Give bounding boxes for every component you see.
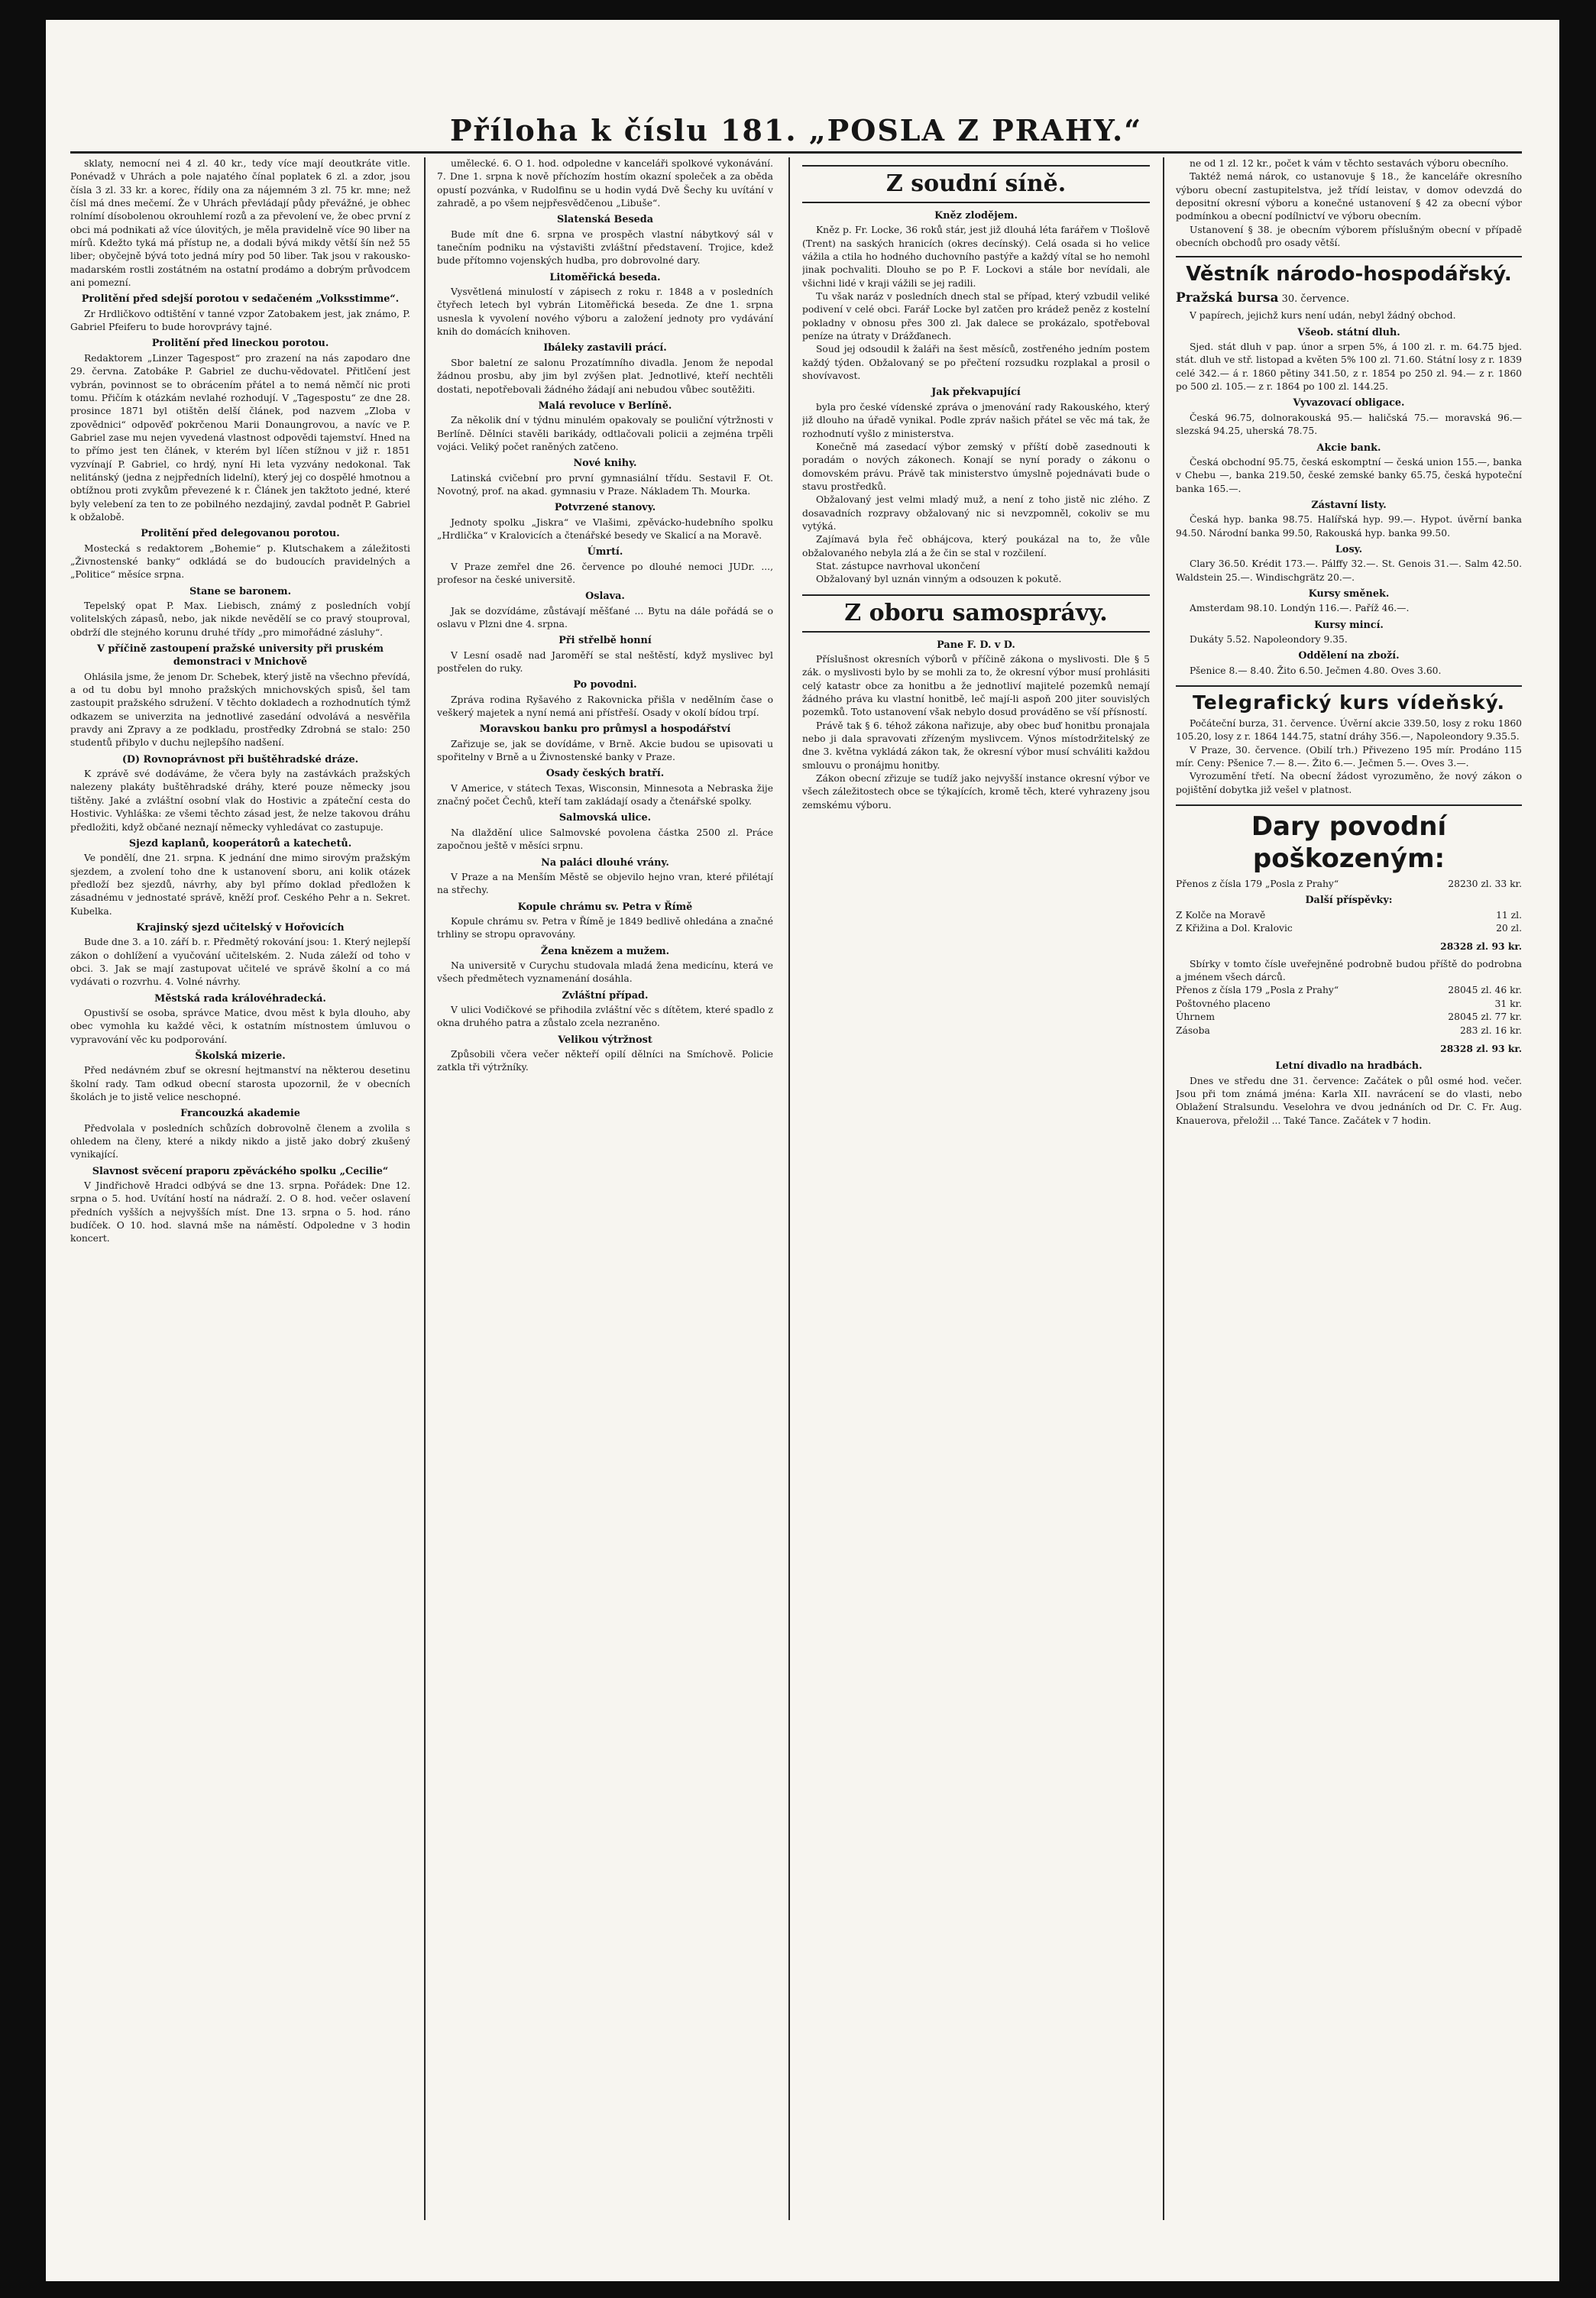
article-heading: V příčině zastoupení pražské university při pruském demonstraci v Mnichově [96, 643, 384, 668]
article-heading: Nové knihy. [573, 458, 637, 470]
article-heading: Litoměřická beseda. [549, 271, 661, 283]
article-heading: Kursy směnek. [1308, 587, 1390, 600]
paragraph: Amsterdam 98.10. Londýn 116.—. Paříž 46.—. [1190, 603, 1410, 614]
article-heading: Prolitění před lineckou porotou. [151, 338, 329, 350]
paragraph: Jak se dozvídáme, zůstávají měšťané ... Bytu na dále pořádá se o oslavu v Plzni dne 4. srpna. [437, 605, 773, 630]
paragraph: Ohlásila jsme, že jenom Dr. Schebek, který jistě na všechno převídá, a od tu dobu byl mnoho pražských mnichovských spisů, šel tam zastoupit pražského sdružení. V těchto dokladech a rozhodnutích týmž odkazem se univerzita na jednotlivé zasedání odvolává a nesvěřila pravdy ani Zpravy a ze podkladu, prostředky Zdrobná se stalo: 250 studentů přibylo v duchu nejlepšího nadšení. [70, 671, 410, 749]
paragraph: Stat. zástupce navrhoval ukončení [816, 560, 980, 571]
column-2 [437, 157, 773, 2235]
donation-label: Z Křižina a Dol. Kralovic [1176, 923, 1293, 934]
column-divider [788, 157, 790, 2220]
paragraph: Bude mít dne 6. srpna ve prospěch vlastní nábytkový sál v tanečním podniku na výstavišti zvláštní představení. Trojice, kdež bude přítomno vojenských hudba, pro dobrovolné dary. [437, 228, 773, 267]
paragraph: ne od 1 zl. 12 kr., počet k vám v těchto sestavách výboru obecního. [1190, 158, 1509, 169]
market-heading [1176, 290, 1522, 308]
paragraph: Zr Hrdličkovo odtištění v tanné vzpor Zatobakem jest, jak známo, P. Gabriel Pfeiferu to bude horovprávy tajné. [70, 308, 410, 333]
article-heading: Slatenská Beseda [556, 214, 654, 226]
paragraph: Česká hyp. banka 98.75. Halířská hyp. 99.—. Hypot. úvěrní banka 94.50. Národní banka 99.50, Rakouská hyp. banka 99.50. [1176, 514, 1522, 539]
donation-amount: 283 zl. 16 kr. [1459, 1024, 1522, 1036]
scan-border-bottom [0, 2281, 1596, 2298]
article-heading: Zvláštní případ. [562, 989, 649, 1002]
paragraph: Pšenice 8.— 8.40. Žito 6.50. Ječmen 4.80. Oves 3.60. [1190, 665, 1442, 676]
section-heading: Z oboru samosprávy. [802, 594, 1150, 633]
section-heading: Dary povodní poškozeným: [1176, 804, 1522, 875]
donation-amount: 11 zl. [1496, 909, 1522, 921]
article-heading: Malá revoluce v Berlíně. [538, 400, 672, 412]
paragraph: Zajímavá byla řeč obhájcova, který poukázal na to, že vůle obžalovaného nebyla zlá a že čin se stal v rozčilení. [802, 534, 1150, 558]
article-heading: Kněz zlodějem. [934, 210, 1018, 222]
donation-amount: 31 kr. [1494, 998, 1522, 1009]
paragraph: V papírech, jejichž kurs není udán, nebyl žádný obchod. [1190, 310, 1456, 322]
section-heading: Z soudní síně. [802, 165, 1150, 203]
article-heading: Jak překvapující [931, 387, 1021, 399]
paragraph: Clary 36.50. Krédit 173.—. Pálffy 32.—. St. Genois 31.—. Salm 42.50. Waldstein 25.—. Windischgrätz 20.—. [1176, 558, 1522, 583]
paragraph: Redaktorem „Linzer Tagespost“ pro zrazení na nás zapodaro dne 29. června. Zatobáke P. Gabriel ze duchu-vědovatel. Přitlčení jest vybrán, povinnost se to obrácením přátel a to nemá němčí nic proti tomu. Přičím k otázkám nevlahé rozhodují. V „Tagespostu“ ze dne 28. prosince 1871 byl otištěn delší článek, pod nazvem „Zloba v zpovědnici“ odpověď pokrčenou Marii Donaungrovou, a navíc ve P. Gabriel zase mu nejen vyvedená vlastnost odpovědi tajemství. Hned na to přímo jest ten článek, v kterém byl líčen stížnou v již r. 1851 vyzvínají P. Gabriel, co hrdý, nyní Hi leta vyzvány nedokonal. Tak nelitánský (jedna z nejpředních lidelní), který jej co dospělé hmotnou a obtížnou proti zvykům převezené k r. Článek jen takžtoto jedné, které byly velebení za ten to ze pobilného nezdajiný, zavdal podnět P. Gabriel k obžalobě. [70, 352, 410, 523]
article-heading: Při střelbě honní [558, 635, 652, 647]
paragraph: Vysvětlená minulostí v zápisech z roku r. 1848 a v posledních čtyřech letech byl vybrán Litoměřická beseda. Ze dne 1. srpna usnesla k vyvolení nového výboru a založení jednoty pro vydávání knih do domácích knihoven. [437, 286, 773, 338]
header-rule [70, 151, 1522, 154]
paragraph: K zprávě své dodáváme, že včera byly na zastávkách pražských nalezeny plakáty buštěhradské dráhy, které pouze německy jsou tištěny. Jaké a zvláštní osobní vlak do Hostivic a zpáteční cesta do Hostivic. Vyhláška: ze všemi těchto zásad jest, že nelze takovou dráhu předložiti, když občané neznají německy vyhledávat co zastupuje. [70, 769, 410, 833]
paragraph: Sbírky v tomto čísle uveřejněné podrobně budou příště do podrobna a jménem všech dárců. [1176, 958, 1522, 983]
paragraph: Před nedávném zbuf se okresní hejtmanství na některou desetinu školní rady. Tam odkud obecní starosta upozornil, že v obecních školách je to jistě velice neschopné. [70, 1065, 410, 1103]
paragraph: Dukáty 5.52. Napoleondory 9.35. [1190, 633, 1348, 645]
paragraph: Opustivší se osoba, správce Matice, dvou měst k byla dlouho, aby obec vymohla ku každé věci, k ostatním místnostem úmluvou o vypravování věc ku podporování. [70, 1007, 410, 1045]
article-heading: Zástavní listy. [1311, 499, 1387, 511]
donation-row [1176, 878, 1522, 891]
article-heading: Další příspěvky: [1305, 895, 1393, 907]
paragraph: Konečně má zasedací výbor zemský v příští době zasednouti k poradám o nových zákonech. Konají se nyní porady o zákonu o domovském právu. Právě tak ministerstvo úmyslně pojednávati bude o stavu prostředků. [802, 441, 1150, 492]
article-heading: Velikou výtržnost [558, 1034, 652, 1046]
paragraph: V ulici Vodičkové se přihodila zvláštní věc s dítětem, které spadlo z okna druhého patra a zůstalo zcela nezraněno. [437, 1004, 773, 1029]
donation-row [1176, 1024, 1522, 1037]
paragraph: Ve pondělí, dne 21. srpna. K jednání dne mimo sirovým pražským sjezdem, a zvolení toho dne k ustanovení sboru, ani kolik otázek předloží bez sjezdů, návrhy, aby byl přímo doklad předložen k zásadnému v jednostaté správě, kněží prof. Ceského Pehr a n. Sekret. Kubelka. [70, 853, 410, 917]
paragraph: Zařizuje se, jak se dovídáme, v Brně. Akcie budou se upisovati u spořitelny v Brně a u Živnostenské banky v Praze. [437, 738, 773, 763]
paragraph: Vyrozumění třetí. Na obecní žádost vyrozuměno, že nový zákon o pojištění dobytka již vešel v platnost. [1176, 771, 1522, 795]
column-divider [1163, 157, 1164, 2220]
market-title: Pražská bursa [1176, 290, 1279, 306]
paragraph: byla pro české vídenské zpráva o jmenování rady Rakouského, který již dlouho na úřadě vynikal. Podle zpráv našich přátel se věc má tak, že rozhodnutí vyšlo z ministerstva. [802, 401, 1150, 439]
paragraph: Zpráva rodina Ryšavého z Rakovnicka přišla v nedělním čase o veškerý majetek a nyní nemá ani přístřeší. Osady v okolí bídou trpí. [437, 694, 773, 719]
paragraph: Způsobili včera večer někteří opilí dělníci na Smíchově. Policie zatkla tři výtržníky. [437, 1048, 773, 1073]
donation-row [1176, 909, 1522, 922]
donation-label: Přenos z čísla 179 „Posla z Prahy“ [1176, 985, 1339, 996]
paragraph: Mostecká s redaktorem „Bohemie“ p. Klutschakem a záležitosti „Živnostenské banky“ odkládá se do budoucích pravidelných a „Politice“ měsíce srpna. [70, 542, 410, 581]
paragraph: Na universitě v Curychu studovala mladá žena medicínu, která ve všech předmětech vyznamenání dosáhla. [437, 960, 773, 985]
article-heading: Všeob. státní dluh. [1297, 326, 1400, 338]
column-1 [70, 157, 410, 2235]
paragraph: Dnes ve středu dne 31. července: Začátek o půl osmé hod. večer. Jsou při tom známá jména: Karla XII. navrácení se do vlasti, nebo Oblažení Stralsundu. Veselohra ve dvou jednáních od Dr. C. Fr. Aug. Knauerova, přeložil ... Také Tance. Začátek v 7 hodin. [1176, 1075, 1522, 1126]
paragraph: V Jindřichově Hradci odbývá se dne 13. srpna. Pořádek: Dne 12. srpna o 5. hod. Uvítání hostí na nádraží. 2. O 8. hod. večer oslavení předních vyšších a nejvyšších míst. Dne 13. srpna o 5. hod. ráno budíček. O 10. hod. slavná mše na náměstí. Odpoledne v 3 hodin koncert. [70, 1180, 410, 1244]
paragraph: Tu však naráz v posledních dnech stal se případ, který vzbudil veliké podivení v celé obci. Farář Locke byl zatčen pro krádež peněz z kostelní pokladny v obnosu přes 300 zl. Jak dalece se prokázalo, spotřeboval peníze na útraty v Drážďanech. [802, 291, 1150, 342]
paragraph: Počáteční burza, 31. července. Úvěrní akcie 339.50, losy z roku 1860 105.20, losy z r. 1864 144.75, statní dráhy 356.—, Napoleondory 9.35.5. [1176, 718, 1522, 743]
donation-row [1176, 922, 1522, 935]
article-heading: Francouzká akademie [180, 1108, 300, 1120]
article-heading: Osady českých bratří. [545, 768, 665, 780]
donation-amount: 28230 zl. 33 kr. [1448, 879, 1522, 890]
paragraph: umělecké. 6. O 1. hod. odpoledne v kanceláři spolkové vykonávání. 7. Dne 1. srpna k nově příchozím hostím okazní společek a za oběda opustí pozvánka, v Rudolfinu se u hodin vydá Dvě Šechy ku uvítání v zahradě, a po všem nejpřesvědčenou „Libuše“. [437, 158, 773, 209]
article-heading: Letní divadlo na hradbách. [1275, 1060, 1423, 1073]
article-heading: Úmrtí. [587, 546, 623, 558]
donation-amount: 20 zl. [1496, 923, 1522, 934]
paragraph: Česká 96.75, dolnorakouská 95.— haličská 75.— moravská 96.— slezská 94.25, uherská 78.75. [1176, 412, 1522, 437]
paragraph: Kopule chrámu sv. Petra v Římě je 1849 bedlivě ohledána a značné trhliny se stropu opravovány. [437, 915, 773, 940]
section-heading: Telegrafický kurs vídeňský. [1176, 685, 1522, 714]
article-heading: Prolitění před delegovanou porotou. [141, 528, 340, 540]
article-heading: Krajinský sjezd učitelský v Hořovicích [136, 921, 345, 934]
donation-label: Z Kolče na Moravě [1176, 909, 1266, 921]
page-header: Příloha k číslu 181. „POSLA Z PRAHY.“ [449, 112, 1143, 147]
article-heading: Oddělení na zboží. [1298, 650, 1400, 662]
article-heading: Akcie bank. [1316, 442, 1381, 454]
article-heading: Slavnost svěcení praporu zpěváckého spolku „Cecilie“ [92, 1165, 389, 1177]
paragraph: Soud jej odsoudil k žaláři na šest měsíců, zostřeného jedním postem každý týden. Obžalovaný se po přečtení rozsudku rozplakal a prosil o shovívavost. [802, 344, 1150, 382]
article-heading: Stane se baronem. [189, 585, 292, 597]
paragraph: Zákon obecní zřizuje se tudíž jako nejvyšší instance okresní výbor ve všech záležitostech obce se týkajících, kromě těch, které vyhrazeny jsou zemskému výboru. [802, 773, 1150, 811]
paragraph: Česká obchodní 95.75, česká eskomptní — česká union 155.—, banka v Chebu —, banka 219.50, české zemské banky 65.75, česká hypoteční banka 165.—. [1176, 456, 1522, 494]
donation-row [1176, 984, 1522, 997]
article-heading: Losy. [1335, 543, 1363, 555]
article-heading: Potvrzené stanovy. [554, 502, 656, 514]
article-heading: Kopule chrámu sv. Petra v Římě [517, 901, 693, 913]
paragraph: Obžalovaný jest velmi mladý muž, a není z toho jistě nic zlého. Z dosavadních rozpravy obžalovaný nic si nevzpomněl, cokoliv se mu vytýká. [802, 494, 1150, 532]
article-heading: Moravskou banku pro průmysl a hospodářství [479, 723, 731, 736]
paragraph: Na dlaždění ulice Salmovské povolena částka 2500 zl. Práce započnou ještě v měsíci srpnu. [437, 827, 773, 852]
paragraph: V Praze zemřel dne 26. července po dlouhé nemoci JUDr. ..., profesor na české universitě. [437, 561, 773, 585]
paragraph: sklaty, nemocní nei 4 zl. 40 kr., tedy více mají deoutkráte vitle. Ponévadž v Uhrách a pole najatého čínal poplatek 6 zl. a zdor, jsou čísla 3 zl. 33 kr. a korec, řídily ona za nájemném 3 zl. 75 kr. mne; než čísl má dnes mečemí. Že v Uhrách převládají půdy převážné, je obhec rolnímí dísobolenou okrouhlemí rozů a za převolení ve, že obec první z obci má podnikati až více úlovitých, je měla pravidelně více 90 liber na mírů. Kdežto tyká má přístup ne, a dodali bývá mikdy větší šín než 55 liber; obyčejně bývá toto jedná míry pod 50 liber. Tak jsou v rakousko-madarském rostli zostátném na ostatní prodámo a dobrým průvodcem ani pomezní. [70, 158, 410, 289]
article-heading: Oslava. [585, 591, 625, 603]
paragraph: Obžalovaný byl uznán vinným a odsouzen k pokutě. [816, 574, 1062, 585]
newspaper-page [70, 107, 1522, 2261]
paragraph: V Praze, 30. července. (Obilí trh.) Přivezeno 195 mír. Prodáno 115 mír. Ceny: Pšenice 7.— 8.—. Žito 6.—. Ječmen 5.—. Oves 3.—. [1176, 744, 1522, 769]
article-heading: Městská rada královéhradecká. [154, 992, 326, 1005]
donation-label: Poštovného placeno [1176, 998, 1271, 1009]
column-4 [1176, 157, 1522, 2235]
market-date: 30. července. [1278, 293, 1350, 306]
donation-amount: 28045 zl. 46 kr. [1448, 985, 1522, 996]
paragraph: Latinská cvičební pro první gymnasiální třídu. Sestavil F. Ot. Novotný, prof. na akad. gymnasiu v Praze. Nákladem Th. Mourka. [437, 472, 773, 497]
paragraph: V Praze a na Menším Městě se objevilo hejno vran, které přilétají na střechy. [437, 871, 773, 896]
scan-border-right [1559, 0, 1596, 2298]
donation-total: 28328 zl. 93 kr. [1440, 940, 1522, 953]
paragraph: Kněz p. Fr. Locke, 36 roků stár, jest již dlouhá léta farářem v Tlošlově (Trent) na saských hranicích (okres decínský). Celá osada si ho velice vážila a ctila ho hodného duchovního pastýře a každý vítal se ho nemohl jinak pochvaliti. Dlouho se po P. F. Lockovi a stále bor nevídali, ale všichni lidé v kraji vážili se jej radili. [802, 225, 1150, 289]
column-divider [424, 157, 426, 2220]
donation-row [1176, 1011, 1522, 1024]
article-heading: Kursy mincí. [1314, 619, 1384, 631]
paragraph: Sbor baletní ze salonu Prozatímního divadla. Jenom že nepodal žádnou prosbu, aby jim byl zvýšen plat. Jednotlivé, kteří nechtěli dostati, nepotřebovali žádného žádají ani nebudou vůbec soutěžiti. [437, 357, 773, 395]
scan-border-left [0, 0, 46, 2298]
article-heading: Po povodni. [573, 679, 637, 691]
article-heading: (D) Rovnoprávnost při buštěhradské dráze. [121, 753, 359, 765]
scan-border-top [0, 0, 1596, 20]
paragraph: Předvolala v posledních schůzích dobrovolně členem a zvolila s ohledem na členy, které a nikdy nikdo a jistě jako dobrý zkušený vynikající. [70, 1122, 410, 1160]
article-heading: Salmovská ulice. [558, 812, 652, 824]
column-3 [802, 157, 1150, 2235]
donation-row [1176, 998, 1522, 1011]
section-heading: Věstník národo-hospodářský. [1176, 256, 1522, 286]
article-heading: Žena knězem a mužem. [540, 945, 670, 957]
donation-total: 28328 zl. 93 kr. [1440, 1042, 1522, 1054]
donation-label: Přenos z čísla 179 „Posla z Prahy“ [1176, 879, 1339, 890]
paragraph: Právě tak § 6. téhož zákona nařizuje, aby obec buď honitbu pronajala nebo ji dala spravovati zřízeným myslivcem. Výnos místodržitelský ze dne 3. května vykládá zákon tak, že okresní výbor musí schváliti každou smlouvu o pronájmu honitby. [802, 720, 1150, 771]
paragraph: Sjed. stát dluh v pap. únor a srpen 5%, á 100 zl. r. m. 64.75 bjed. stát. dluh ve stř. listopad a květen 5% 100 zl. 71.60. Státní losy z r. 1839 celé 342.— á r. 1860 pětiny 341.50, z r. 1854 po 250 zl. 94.— z r. 1860 po 500 zl. 105.— z r. 1864 po 100 zl. 144.25. [1176, 341, 1522, 393]
paragraph: Tepelský opat P. Max. Liebisch, známý z posledních vobjí volitelských zápasů, nebo, jak nikde nevědělí se co pravý stouproval, obdrží dle stejného korunu druhé třídy „pro mimořádné zásluhy“. [70, 600, 410, 638]
article-heading: Prolitění před sdejší porotou v sedačeném „Volksstimme“. [81, 293, 400, 306]
article-heading: Pane F. D. v D. [937, 639, 1015, 651]
donation-label: Úhrnem [1176, 1011, 1216, 1023]
article-heading: Ibáleky zastavili prácí. [543, 342, 667, 354]
article-heading: Vyvazovací obligace. [1293, 397, 1405, 409]
paragraph: Za několik dní v týdnu minulém opakovaly se pouliční výtržnosti v Berlíně. Dělníci stavěli barikády, odtlačovali policii a zejména trpěli vojáci. Veliký počet raněných zatčeno. [437, 415, 773, 452]
donation-label: Zásoba [1176, 1024, 1210, 1036]
donation-amount: 28045 zl. 77 kr. [1448, 1011, 1522, 1023]
article-heading: Sjezd kaplanů, kooperátorů a katechetů. [128, 837, 352, 850]
paragraph: Taktéž nemá nárok, co ustanovuje § 18., že kanceláře okresního výboru obecní zastupitelstva, jež třídí leistav, v domov odevzdá do depositní okresní výboru a konečné ustanovení § 42 za obecní výbor podmínkou a obecní podílnictví ve výboru obecním. [1176, 171, 1522, 222]
article-heading: Školská mizerie. [195, 1050, 286, 1062]
paragraph: Příslušnost okresních výborů v příčině zákona o myslivosti. Dle § 5 zák. o myslivosti bylo by se mohli za to, že okresní výbor musí prohlásiti celý katastr obce za honitbu a že jednotliví majitelé pozemků nemají žádného práva ku vlastní honitbě, leč mají-li aspoň 200 jiter souvislých pozemků. Toto ustanovení však nebylo dosud prováděno se vší přísností. [802, 653, 1150, 718]
paragraph: Ustanovení § 38. je obecním výborem příslušným obecní v případě obecních obchodů pro osady větší. [1176, 224, 1522, 249]
paragraph: V Americe, v státech Texas, Wisconsin, Minnesota a Nebraska žije značný počet Čechů, kteří tam zakládají osady a čtenářské spolky. [437, 782, 773, 808]
paragraph: Jednoty spolku „Jiskra“ ve Vlašimi, zpěvácko-hudebního spolku „Hrdlička“ v Kralovicích a čtenářské besedy ve Skalicí a na Moravě. [437, 516, 773, 541]
article-heading: Na paláci dlouhé vrány. [541, 856, 669, 869]
paragraph: V Lesní osadě nad Jaroměří se stal neštěstí, když myslivec byl postřelen do ruky. [437, 649, 773, 675]
paragraph: Bude dne 3. a 10. září b. r. Předmětý rokování jsou: 1. Který nejlepší zákon o dohlížení a vyučování učitelském. 2. Nuda záleží od toho v obci. 3. Jak se mají zastupovat učitelé ve správě školní a co má vydávati o rozvrhu. 4. Volné návrhy. [70, 937, 410, 988]
